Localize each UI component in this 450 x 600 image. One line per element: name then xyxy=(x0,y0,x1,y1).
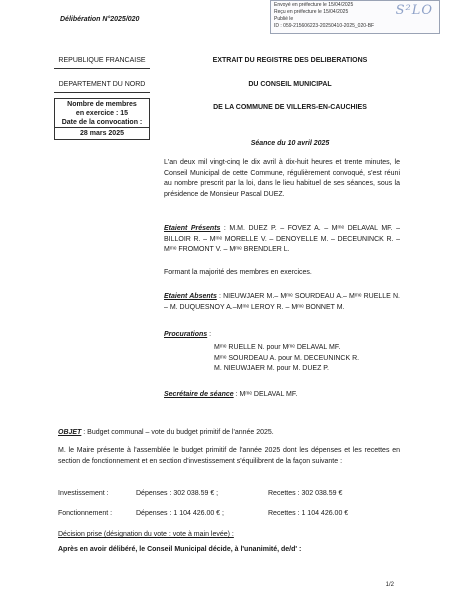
membres-label: Nombre de membres xyxy=(67,101,137,108)
intro-paragraph: L'an deux mil vingt-cinq le dix avril à dix-huit heures et trente minutes, le Conseil Municipal de cette Commune, régulièrement convoqué, s'est réuni au nombre prescrit par la loi, dans le lieu habituel de ses séances, sous la présidence de Monsieur Pascal DUEZ. xyxy=(164,159,400,198)
apres-text: Après en avoir délibéré, le Conseil Municipal décide, à l'unanimité, de/d' : xyxy=(58,546,302,553)
stamp-line: Envoyé en préfecture le 15/04/2025 xyxy=(274,2,354,8)
presents-text: : M.M. DUEZ P. – FOVEZ A. – Mᵐᵉ DELAVAL MF. – BILLOIR R. – Mᵐᵉ MORELLE V. – DENOYELLE M. – DECEUNINCK R. – Mᵐᵉ FROMONT V. – Mᵐᵉ BRENDLER L. xyxy=(164,225,400,253)
objet-paragraph xyxy=(58,428,400,439)
decision-text: Décision prise (désignation du vote : vote à main levée) : xyxy=(58,531,234,538)
objet-text: : Budget communal – vote du budget primitif de l'année 2025. xyxy=(81,429,274,436)
secretaire-label: Secrétaire de séance xyxy=(164,391,234,398)
procurations-heading: Procurations : xyxy=(164,331,212,338)
republique-label: REPUBLIQUE FRANCAISE xyxy=(58,57,146,64)
stamp-line: Publié le xyxy=(274,16,294,22)
maire-paragraph: M. le Maire présente à l'assemblée le budget primitif de l'année 2025 dont les dépenses et les recettes en section de fonctionnement et en section d'investissement s'équilibrent de la façon suivante : xyxy=(58,447,400,465)
convocation-label: Date de la convocation : xyxy=(61,119,143,126)
absents-label: Etaient Absents xyxy=(164,293,217,300)
budget-fonct-recettes: Recettes : 1 104 426.00 € xyxy=(268,510,349,517)
presents-paragraph xyxy=(164,224,400,256)
conseil-title: DU CONSEIL MUNICIPAL xyxy=(248,81,332,88)
deliberation-number: Délibération N°2025/020 xyxy=(60,16,140,23)
departement-label: DEPARTEMENT DU NORD xyxy=(58,81,146,88)
procuration-item: M. NIEUWJAER M. pour M. DUEZ P. xyxy=(214,365,329,372)
stamp-line: ID : 059-215606223-20250410-2025_020-BF xyxy=(274,23,375,29)
convocation-box xyxy=(54,98,150,140)
absents-paragraph xyxy=(164,292,400,313)
convocation-date: 28 mars 2025 xyxy=(80,130,124,137)
secretaire-text: : Mᵐᵉ DELAVAL MF. xyxy=(233,391,298,398)
commune-title: DE LA COMMUNE DE VILLERS-EN-CAUCHIES xyxy=(213,104,367,111)
budget-invest-depenses: Dépenses : 302 038.59 € ; xyxy=(136,490,219,497)
s2lo-logo: S²LO xyxy=(395,3,433,18)
procurations-label: Procurations xyxy=(164,331,208,338)
divider xyxy=(54,68,150,69)
extrait-title: EXTRAIT DU REGISTRE DES DELIBERATIONS xyxy=(212,57,368,64)
procuration-item: Mᵐᵉ SOURDEAU A. pour M. DECEUNINCK R. xyxy=(214,354,360,362)
exercice-label: en exercice : 15 xyxy=(75,110,129,117)
page-number: 1/2 xyxy=(385,582,394,588)
divider xyxy=(55,127,149,128)
presents-label: Etaient Présents xyxy=(164,225,221,232)
budget-fonct-label: Fonctionnement : xyxy=(58,510,113,517)
budget-fonct-depenses: Dépenses : 1 104 426.00 € ; xyxy=(136,510,224,517)
prefecture-stamp xyxy=(270,0,440,34)
absents-text: : NIEUWJAER M.– Mᵐᵉ SOURDEAU A.– Mᵐᵉ RUELLE N. – M. DUQUESNOY A.–Mᵐᵉ LEROY R. – Mᵐᵉ BONNET M. xyxy=(164,293,400,311)
procurations-list xyxy=(214,343,414,375)
procuration-item: Mᵐᵉ RUELLE N. pour Mᵐᵉ DELAVAL MF. xyxy=(214,344,341,351)
objet-label: OBJET xyxy=(58,429,82,436)
seance-date: Séance du 10 avril 2025 xyxy=(250,140,330,147)
divider xyxy=(54,92,150,93)
secretaire-paragraph xyxy=(164,390,400,401)
majorite-text: Formant la majorité des membres en exercices. xyxy=(164,269,312,276)
stamp-line: Reçu en préfecture le 15/04/2025 xyxy=(274,9,349,15)
budget-invest-recettes: Recettes : 302 038.59 € xyxy=(268,490,343,497)
budget-invest-label: Investissement : xyxy=(58,490,109,497)
